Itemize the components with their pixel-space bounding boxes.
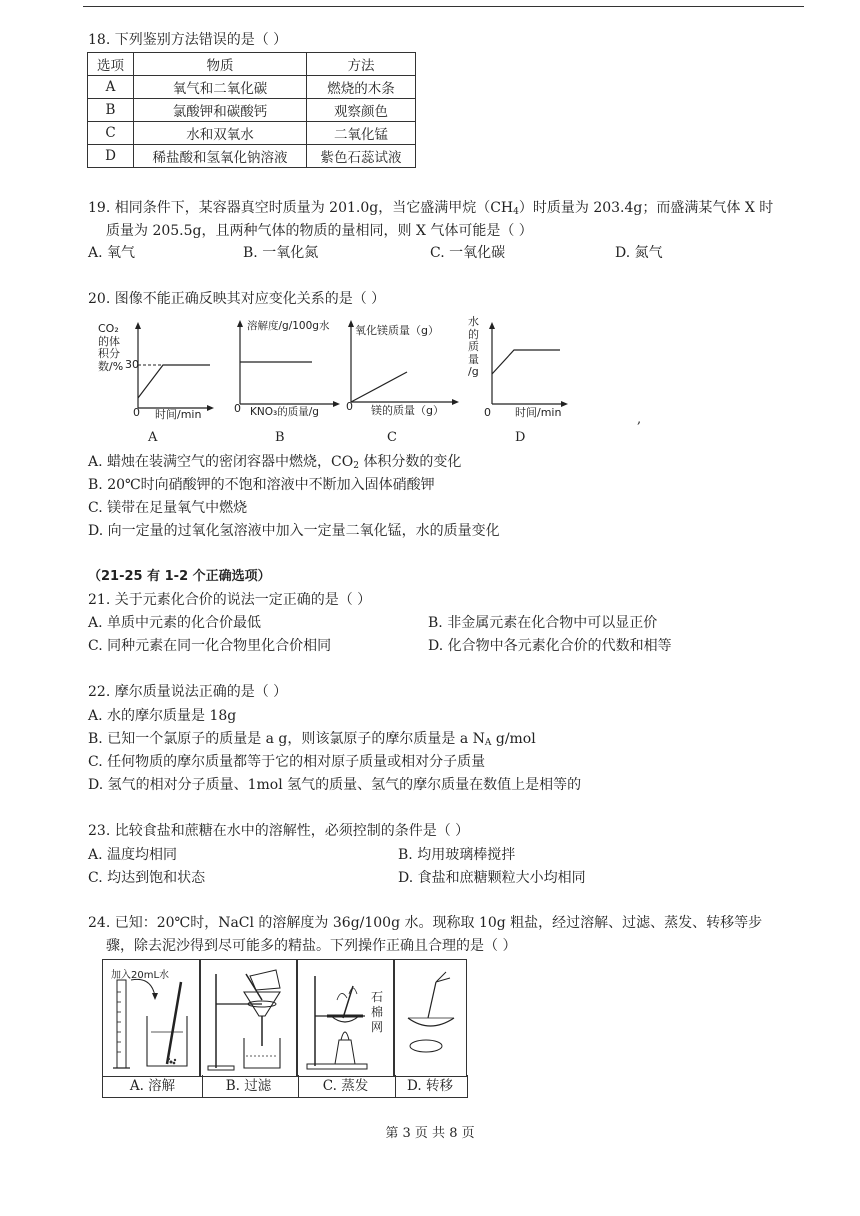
q20-option-b: B. 20℃时向硝酸钾的不饱和溶液中不断加入固体硝酸钾 <box>88 477 435 493</box>
graph-c-caption: C <box>387 430 397 445</box>
transfer-illustration <box>394 960 466 1076</box>
evaporating-dish <box>408 1018 454 1026</box>
q22-option-a: A. 水的摩尔质量是 18g <box>88 708 237 724</box>
table-header: 物质 <box>134 53 307 76</box>
q20-option-d: D. 向一定量的过氧化氢溶液中加入一定量二氧化锰，水的质量变化 <box>88 523 500 539</box>
filter-paper <box>410 1040 442 1052</box>
q22-option-c: C. 任何物质的摩尔质量都等于它的相对原子质量或相对分子质量 <box>88 754 486 770</box>
graph-a-ytick: 30 <box>125 358 139 371</box>
table-row <box>88 145 416 168</box>
q19-option-c: C. 一氧化碳 <box>430 245 506 261</box>
graph-d-xlabel: 时间/min <box>515 406 562 419</box>
graduated-cylinder <box>117 980 126 1068</box>
q23-option-c: C. 均达到饱和状态 <box>88 870 206 886</box>
table-cell: 燃烧的木条 <box>307 76 416 99</box>
subscript: 2 <box>353 461 359 471</box>
page-top-rule <box>83 6 804 7</box>
flame <box>341 1032 349 1040</box>
graph-a <box>95 318 215 428</box>
ylabel-line: 数/% <box>98 359 124 373</box>
filter-illustration <box>200 960 297 1076</box>
graph-d <box>466 316 570 428</box>
stray-mark: , <box>637 412 642 427</box>
graph-a-xlabel: 时间/min <box>155 408 202 421</box>
panel-d-transfer <box>393 959 467 1077</box>
note-char: 棉 <box>371 1005 384 1019</box>
page-footer: 第 3 页 共 8 页 <box>385 1126 475 1141</box>
note-char: 石 <box>371 990 384 1004</box>
graph-b-xlabel: KNO₃的质量/g <box>250 406 319 418</box>
table-cell: 水和双氧水 <box>134 122 307 145</box>
q21-option-d: D. 化合物中各元素化合价的代数和相等 <box>428 638 672 654</box>
graph-c <box>343 316 463 428</box>
dissolve-illustration <box>103 960 200 1076</box>
q23-stem: 23. 比较食盐和蔗糖在水中的溶解性，必须控制的条件是（ ） <box>88 823 470 839</box>
table-header: 选项 <box>88 53 134 76</box>
q22-stem: 22. 摩尔质量说法正确的是（ ） <box>88 684 288 700</box>
panel-a-caption: A. 溶解 <box>102 1075 203 1098</box>
q18-table <box>87 52 416 168</box>
subscript: A <box>484 738 492 748</box>
graph-b-ylabel: 溶解度/g/100g水 <box>247 320 330 332</box>
panel-d-caption: D. 转移 <box>393 1075 468 1098</box>
x-axis-arrow <box>333 401 340 407</box>
ylabel-line: 质 <box>468 340 479 353</box>
graph-b <box>232 316 342 428</box>
q24-stem-line1: 24. 已知：20℃时，NaCl 的溶解度为 36g/100g 水。现称取 10g 粗盐，经过溶解、过滤、蒸发、转移等步 <box>88 915 763 931</box>
table-cell: 氧气和二氧化碳 <box>134 76 307 99</box>
graph-a-origin: 0 <box>133 406 140 419</box>
q20-option-a <box>88 453 461 475</box>
q23-option-b: B. 均用玻璃棒搅拌 <box>398 847 516 863</box>
graph-c-ylabel: 氧化镁质量（g） <box>355 324 439 337</box>
q19-text: 19. 相同条件下，某容器真空时质量为 201.0g，当它盛满甲烷（CH <box>88 200 514 216</box>
option-text: A. 蜡烛在装满空气的密闭容器中燃烧，CO <box>88 454 354 470</box>
y-axis-arrow <box>135 322 141 329</box>
table-cell: 氯酸钾和碳酸钙 <box>134 99 307 122</box>
table-row <box>88 99 416 122</box>
x-axis-arrow <box>561 401 568 407</box>
table-cell: D <box>88 145 134 168</box>
steam <box>337 988 357 1000</box>
q19-text: ）时质量为 203.4g；而盛满某气体 X 时 <box>518 200 774 216</box>
stand-base <box>307 1064 367 1069</box>
q20-stem: 20. 图像不能正确反映其对应变化关系的是（ ） <box>88 291 386 307</box>
graph-d-caption: D <box>515 430 526 445</box>
graph-a-caption: A <box>148 430 158 445</box>
x-axis-arrow <box>452 399 459 405</box>
y-axis-arrow <box>348 320 354 327</box>
q22-option-d: D. 氢气的相对分子质量、1mol 氢气的质量、氢气的摩尔质量在数值上是相等的 <box>88 777 582 793</box>
q18-stem: 18. 下列鉴别方法错误的是（ ） <box>88 32 288 48</box>
ylabel-line: /g <box>468 365 479 378</box>
y-axis-arrow <box>489 322 495 329</box>
alcohol-lamp <box>335 1040 355 1064</box>
panel-c-note <box>371 990 383 1035</box>
y-axis-arrow <box>237 320 243 327</box>
graph-b-origin: 0 <box>234 402 241 415</box>
q19-option-a: A. 氧气 <box>88 245 136 261</box>
option-text: g/mol <box>491 731 536 747</box>
stand-base <box>208 1066 234 1070</box>
table-cell: B <box>88 99 134 122</box>
glass-rod <box>343 986 353 1018</box>
q19-option-b: B. 一氧化氮 <box>243 245 319 261</box>
table-cell: 稀盐酸和氢氧化钠溶液 <box>134 145 307 168</box>
q19-option-d: D. 氮气 <box>615 245 663 261</box>
ylabel-line: 积分 <box>98 347 120 360</box>
ylabel-line: 的 <box>468 327 479 341</box>
pour-arrowhead <box>152 993 158 1000</box>
q19-stem-line2: 质量为 205.5g，且两种气体的物质的量相同，则 X 气体可能是（ ） <box>106 223 533 239</box>
option-text: B. 已知一个氯原子的质量是 a g，则该氯原子的摩尔质量是 a N <box>88 731 485 747</box>
table-cell: 二氧化锰 <box>307 122 416 145</box>
table-row <box>88 76 416 99</box>
q21-stem: 21. 关于元素化合价的说法一定正确的是（ ） <box>88 592 372 608</box>
table-cell: C <box>88 122 134 145</box>
glass-rod <box>167 982 181 1064</box>
table-row <box>88 122 416 145</box>
q21-option-a: A. 单质中元素的化合价最低 <box>88 615 262 631</box>
q21-option-c: C. 同种元素在同一化合物里化合价相同 <box>88 638 332 654</box>
ylabel-line: 量 <box>468 352 479 366</box>
section-note: （21-25 有 1-2 个正确选项） <box>88 569 271 584</box>
ylabel-line: 的体 <box>98 334 120 348</box>
sediment <box>168 1058 176 1064</box>
table-header: 方法 <box>307 53 416 76</box>
curve <box>138 365 210 398</box>
q24-stem-line2: 骤，除去泥沙得到尽可能多的精盐。下列操作正确且合理的是（ ） <box>106 938 517 954</box>
graph-c-origin: 0 <box>346 400 353 413</box>
spatula <box>428 982 436 1018</box>
panel-a-note: 加入20mL水 <box>111 970 170 981</box>
panel-c-caption: C. 蒸发 <box>296 1075 396 1098</box>
cylinder-marks <box>117 992 121 1052</box>
note-char: 网 <box>371 1020 384 1034</box>
q19-stem-line1 <box>88 199 773 221</box>
ylabel-line: CO₂ <box>98 322 119 335</box>
q20-option-c: C. 镁带在足量氧气中燃烧 <box>88 500 248 516</box>
table-header-row <box>88 53 416 76</box>
curve <box>492 350 560 374</box>
table-cell: 观察颜色 <box>307 99 416 122</box>
subscript: 4 <box>513 207 519 217</box>
table-cell: A <box>88 76 134 99</box>
glass-rod <box>246 974 262 1000</box>
panel-b-caption: B. 过滤 <box>199 1075 299 1098</box>
ylabel-line: 水 <box>468 315 479 328</box>
q21-option-b: B. 非金属元素在化合物中可以显正价 <box>428 615 658 631</box>
panel-c-evaporate <box>296 959 395 1077</box>
graph-c-xlabel: 镁的质量（g） <box>371 404 444 417</box>
graph-b-caption: B <box>275 430 285 445</box>
curve <box>351 372 407 402</box>
panel-b-filter <box>199 959 298 1077</box>
q23-option-a: A. 温度均相同 <box>88 847 178 863</box>
table-cell: 紫色石蕊试液 <box>307 145 416 168</box>
graph-d-origin: 0 <box>484 406 491 419</box>
pour-arrow <box>131 979 155 996</box>
q23-option-d: D. 食盐和庶糖颗粒大小均相同 <box>398 870 586 886</box>
panel-a-dissolve <box>102 959 201 1077</box>
hand-lines <box>436 972 450 982</box>
option-text: 体积分数的变化 <box>358 454 462 470</box>
q22-option-b <box>88 730 536 752</box>
x-axis-arrow <box>207 405 214 411</box>
